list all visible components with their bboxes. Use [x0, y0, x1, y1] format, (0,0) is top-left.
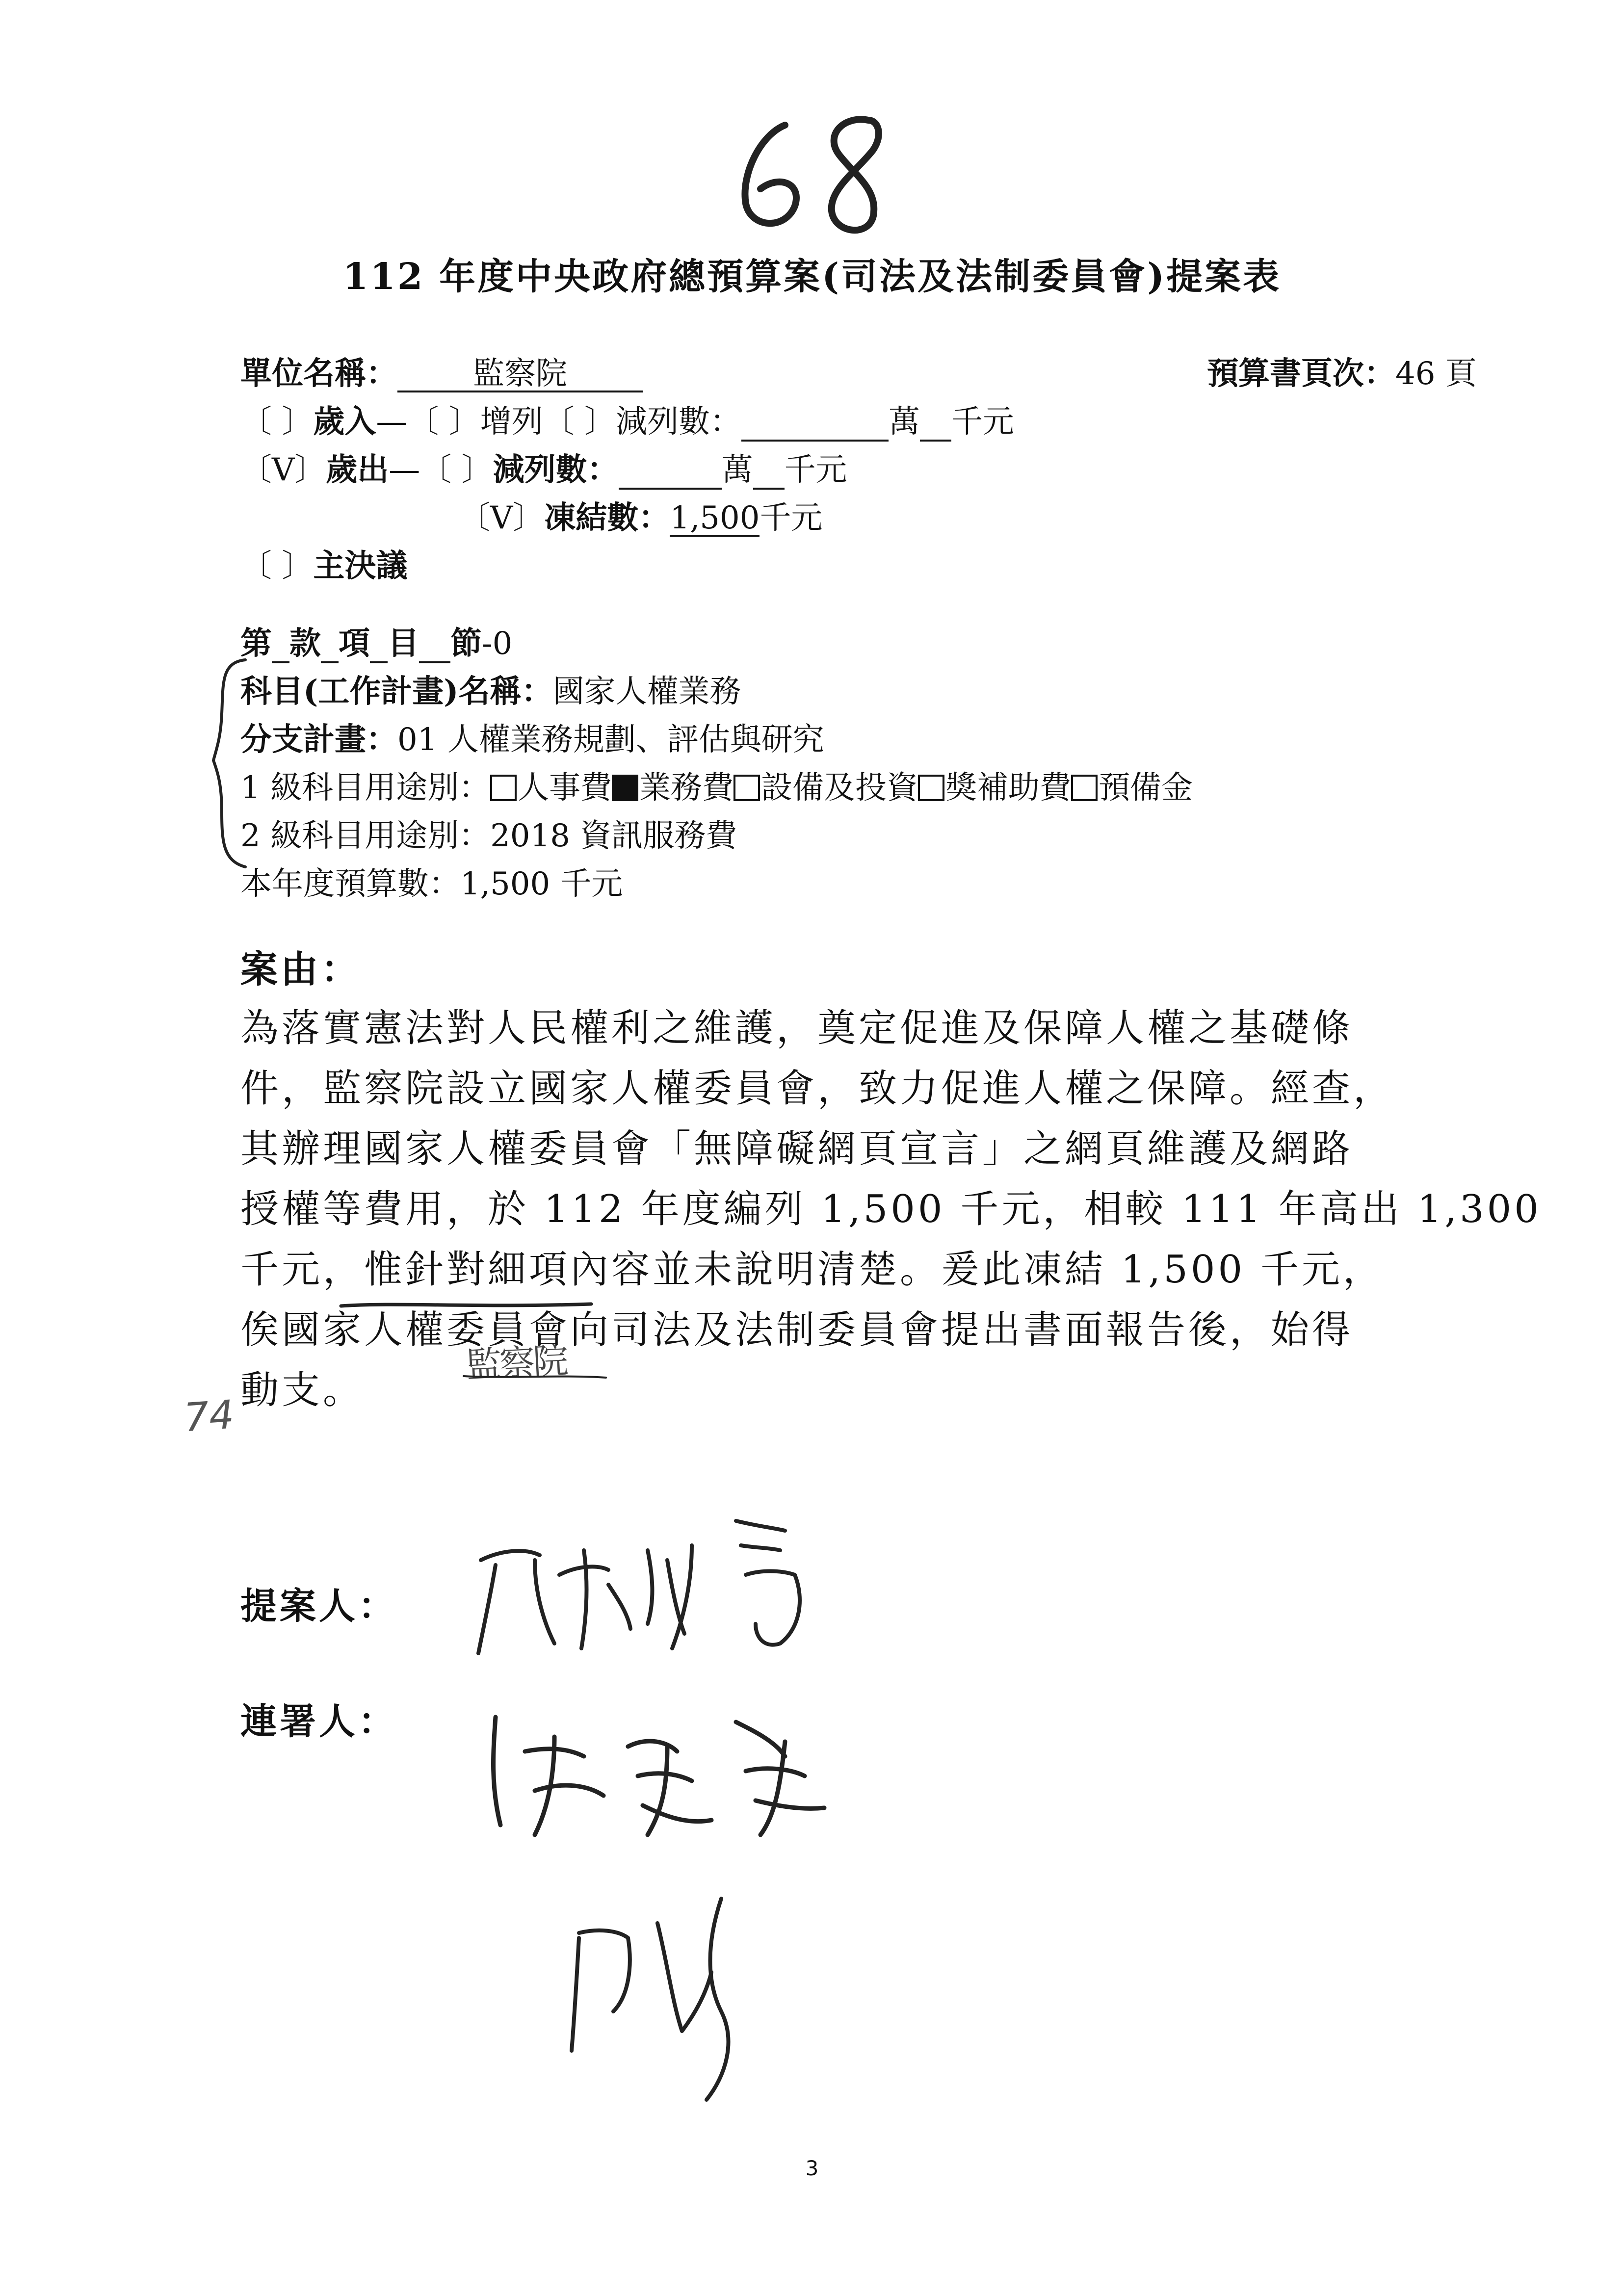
reason-line: 俟國家人權委員會向司法及法制委員會提出書面報告後，始得 — [240, 1308, 1354, 1352]
level1-label: 1 級科目用途別： — [240, 770, 491, 806]
handwritten-page-number — [726, 105, 913, 248]
reason-heading: 案由： — [240, 947, 361, 991]
reason-line: 千元，惟針對細項內容並未說明清楚。爰此凍結 1,500 千元， — [240, 1248, 1384, 1292]
subject-row — [240, 666, 741, 711]
cosigner-signature-2 — [559, 1884, 795, 2119]
level1-option-label: 預備金 — [1099, 770, 1193, 806]
revenue-add-label: 增列 — [480, 404, 543, 440]
revenue-checkbox: 〔 〕 — [240, 404, 314, 440]
checkbox-empty-icon — [733, 775, 760, 801]
section-jie: 節 — [450, 625, 482, 662]
checkbox-empty-icon — [918, 775, 944, 801]
revenue-qian-unit: 千元 — [951, 404, 1015, 440]
level1-option-label: 業務費 — [639, 770, 734, 806]
expense-cut-checkbox: 〔 〕 — [420, 452, 493, 488]
strikethrough-mark — [339, 1295, 594, 1315]
freeze-unit: 千元 — [760, 500, 823, 536]
revenue-dash: — — [376, 404, 408, 440]
proposer-signature — [461, 1501, 864, 1663]
expense-checkbox: 〔V〕 — [240, 452, 326, 488]
section-row — [240, 618, 512, 663]
cosigner-signature — [481, 1688, 864, 1850]
reason-line: 其辦理國家人權委員會「無障礙網頁宣言」之網頁維護及網路 — [240, 1127, 1354, 1171]
expense-wan-unit: 萬 — [721, 452, 753, 488]
form-title: 112 年度中央政府總預算案(司法及法制委員會)提案表 — [342, 256, 1282, 298]
budget-page-value: 46 頁 — [1395, 356, 1477, 392]
level2-row — [240, 810, 737, 856]
resolution-row — [240, 541, 407, 586]
section-mu: 目 — [388, 625, 419, 662]
expense-qian-blank — [753, 459, 785, 490]
branch-value: 01 人權業務規劃、評估與研究 — [397, 722, 824, 758]
checkbox-checked-icon — [612, 775, 638, 801]
expense-row — [240, 444, 847, 490]
freeze-value: 1,500 — [670, 500, 760, 536]
level2-label: 2 級科目用途別： — [240, 818, 491, 854]
revenue-label: 歲入 — [313, 403, 376, 440]
proposer-label: 提案人： — [240, 1585, 397, 1627]
reason-line: 件，監察院設立國家人權委員會，致力促進人權之保障。經查， — [240, 1067, 1395, 1111]
annual-budget-value: 1,500 千元 — [460, 866, 623, 902]
handwritten-margin-number: 74 — [182, 1391, 236, 1441]
checkbox-empty-icon — [1071, 775, 1098, 801]
revenue-qian-blank — [920, 411, 951, 442]
revenue-row — [240, 396, 1014, 442]
revenue-add-checkbox: 〔 〕 — [407, 404, 480, 440]
section-blank-2 — [321, 633, 339, 663]
page-number: 3 — [805, 2156, 819, 2180]
revenue-wan-blank — [741, 411, 889, 442]
handwritten-correction-underline — [461, 1369, 608, 1383]
budget-page-row — [1207, 348, 1477, 393]
unit-row — [240, 348, 643, 393]
resolution-checkbox: 〔 〕 — [240, 548, 314, 584]
section-blank-4 — [419, 633, 450, 663]
section-kuan: 款 — [289, 625, 321, 662]
freeze-row — [459, 493, 822, 538]
expense-qian-unit: 千元 — [784, 452, 847, 488]
reason-line: 授權等費用，於 112 年度編列 1,500 千元，相較 111 年高出 1,300 — [240, 1187, 1542, 1231]
branch-label: 分支計畫： — [240, 721, 397, 758]
subject-label: 科目(工作計畫)名稱： — [240, 673, 553, 710]
level1-row — [240, 762, 1193, 808]
annual-budget-label: 本年度預算數： — [240, 866, 460, 902]
unit-value: 監察院 — [397, 358, 643, 392]
reason-line: 動支。 — [240, 1368, 365, 1412]
freeze-checkbox: 〔V〕 — [459, 500, 545, 536]
expense-wan-blank — [619, 459, 722, 490]
resolution-label: 主決議 — [313, 548, 408, 584]
budget-page-label: 預算書頁次： — [1207, 355, 1395, 392]
level1-option-label: 設備及投資 — [761, 770, 918, 806]
revenue-cut-checkbox: 〔 〕 — [543, 404, 616, 440]
subject-value: 國家人權業務 — [552, 674, 741, 710]
handwritten-correction: 監察院 — [465, 1339, 568, 1386]
level1-options — [490, 770, 1193, 806]
revenue-wan-unit: 萬 — [889, 404, 920, 440]
branch-row — [240, 714, 824, 759]
revenue-cut-label: 減列數： — [616, 404, 742, 440]
cosigner-label: 連署人： — [240, 1700, 397, 1743]
level1-option-label: 獎補助費 — [945, 770, 1072, 806]
reason-line: 為落實憲法對人民權利之維護，奠定促進及保障人權之基礎條 — [240, 1006, 1354, 1050]
section-blank-3 — [370, 633, 388, 663]
section-xiang: 項 — [339, 625, 370, 662]
reason-body — [240, 998, 1542, 1421]
freeze-label: 凍結數： — [544, 499, 670, 536]
expense-cut-label: 減列數： — [493, 451, 619, 488]
section-blank-1 — [272, 633, 289, 663]
expense-label: 歲出 — [326, 451, 389, 488]
section-suffix: -0 — [482, 626, 513, 662]
level1-option-label: 人事費 — [518, 770, 612, 806]
section-di: 第 — [240, 625, 272, 662]
annual-budget-row — [240, 859, 623, 904]
expense-dash: — — [389, 452, 420, 488]
unit-label: 單位名稱： — [240, 355, 397, 392]
level2-value: 2018 資訊服務費 — [490, 818, 737, 854]
checkbox-empty-icon — [490, 775, 517, 801]
